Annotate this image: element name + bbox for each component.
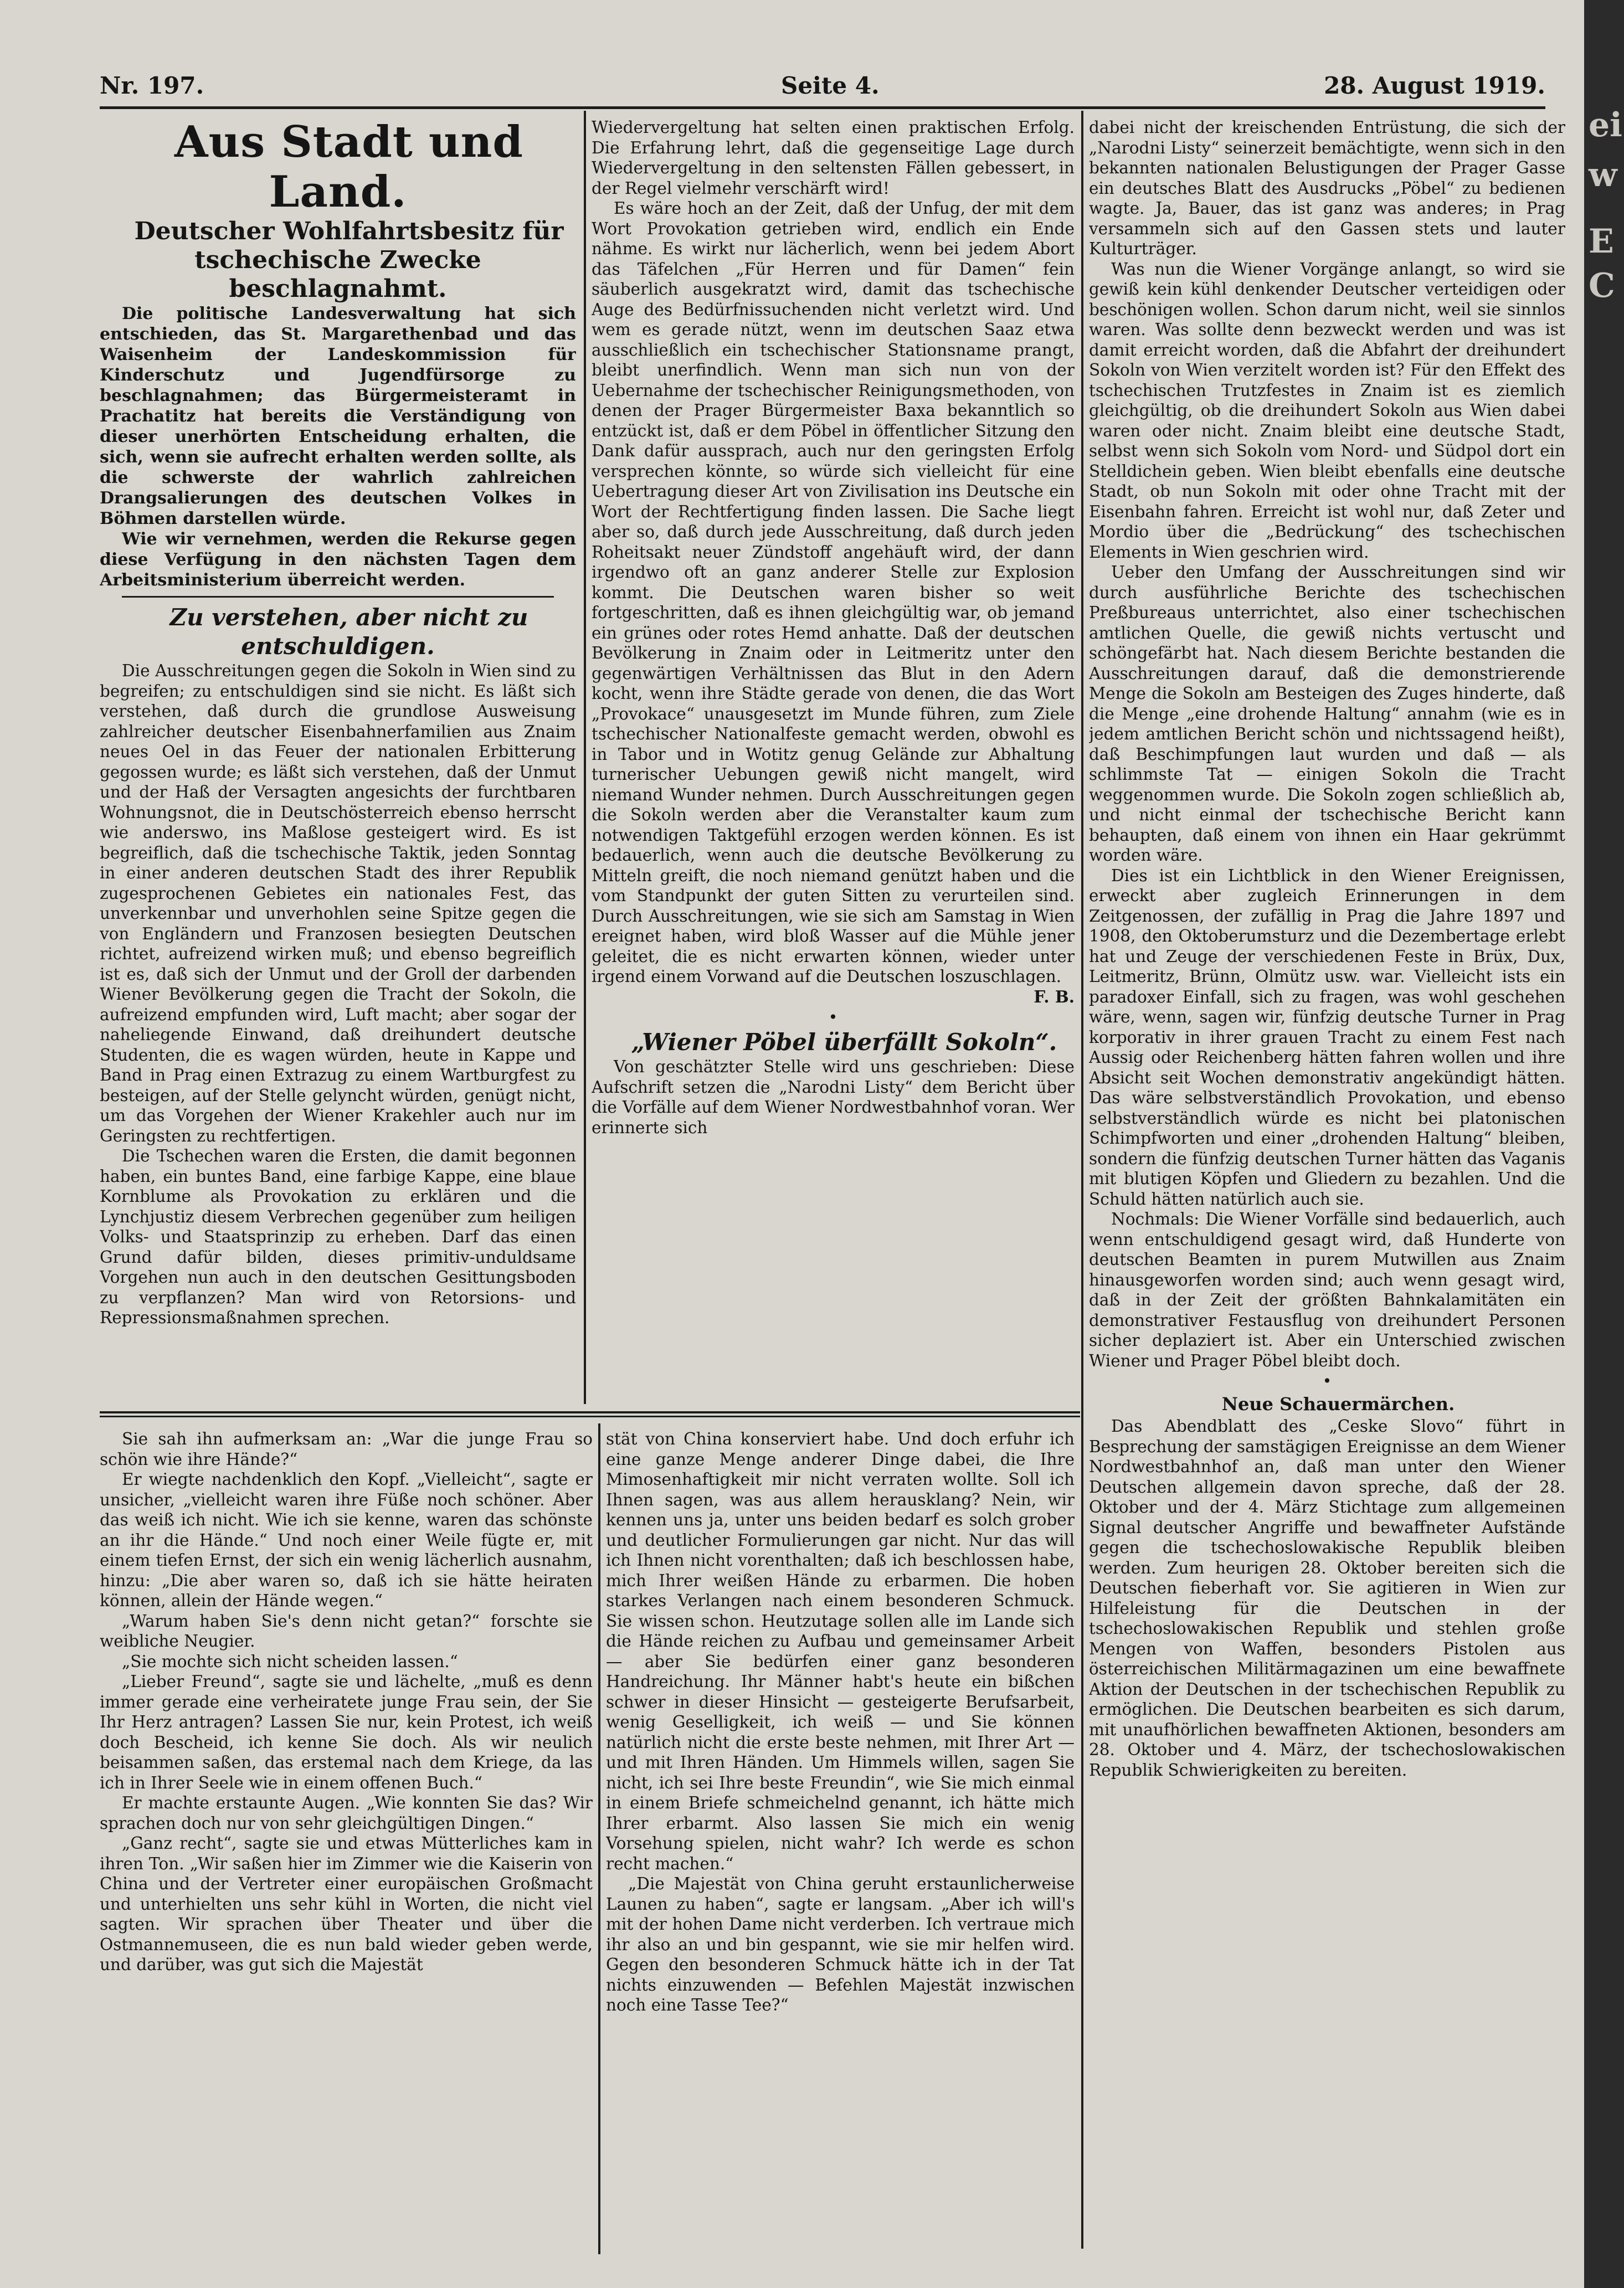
feuilleton-paragraph: „Warum haben Sie's denn nicht getan?“ forschte sie weibliche Neugier. xyxy=(100,1611,593,1651)
article-paragraph: Dies ist ein Lichtblick in den Wiener Ereignissen, erweckt aber zugleich Erinnerungen in dem Zeitgenossen, der zufällig in Prag die Jahre 1897 und 1908, den Oktoberumsturz und die Dezembertage erlebt hat und Zeuge der verschiedenen Feste in Brüx, Dux, Leitmeritz, Brünn, Olmütz usw. war. Vielleicht ists ein paradoxer Einfall, sich zu fragen, was wohl geschehen wäre, wenn, sagen wir, fünfzig deutsche Turner in Prag korporativ in ihrer grauen Tracht zu einem Fest nach Aussig oder Reichenberg hätten fahren wollen und ihre Absicht seit Wochen demonstrativ angekündigt hätten. Das wäre selbstverständlich Provokation, und ebenso selbstverständlich würde es nicht bei platonischen Schimpfworten und einer „drohenden Haltung“ bleiben, sondern die fünfzig deutschen Turner hätten das Vaganis mit blutigen Köpfen und Gliedern zu bezahlen. Und die Schuld hätten natürlich auch sie. xyxy=(1089,866,1565,1209)
article-paragraph: Die Ausschreitungen gegen die Sokoln in Wien sind zu begreifen; zu entschuldigen sind sie nicht. Es läßt sich verstehen, daß durch die grundlose Ausweisung zahlreicher deutscher Eisenbahnerfamilien aus Znaim neues Oel in das Feuer der nationalen Erbitterung gegossen wurde; es läßt sich verstehen, daß der Unmut und der Haß der Versagten angesichts der furchtbaren Wohnungsnot, die in Deutschösterreich ebenso herrscht wie anderswo, ins Maßlose gesteigert wird. Es ist begreiflich, daß die tschechische Taktik, jeden Sonntag in einer anderen deutschen Stadt des ihrer Republik zugesprochenen Gebietes ein nationales Fest, das unverkennbar und unverhohlen seine Spitze gegen die von Engländern und Franzosen besiegten Deutschen richtet, aufreizend wirken muß; und ebenso begreiflich ist es, daß sich der Unmut und der Groll der darbenden Wiener Bevölkerung gegen die Tracht der Sokoln, die aufreizend empfunden wird, Luft macht; aber sogar der naheliegende Einwand, daß dreihundert deutsche Studenten, die es wagen würden, heute in Kappe und Band in Prag einen Extrazug zu einem Wartburgfest zu besteigen, auf der Stelle gelyncht würden, genügt nicht, um das Vorgehen der Wiener Krakehler auch nur im Geringsten zu rechtfertigen. xyxy=(100,661,576,1145)
issue-number: Nr. 197. xyxy=(100,72,204,99)
feuilleton-column-right xyxy=(606,1429,1075,2254)
article-lead-2: Wie wir vernehmen, werden die Rekurse gegen diese Verfügung in den nächsten Tagen dem Arbeitsministerium überreicht werden. xyxy=(100,529,576,590)
adjacent-page-edge xyxy=(1584,0,1624,2288)
article-paragraph: Das Abendblatt des „Ceske Slovo“ führt in Besprechung der samstägigen Ereignisse an dem Wiener Nordwestbahnhof an, daß man unter den Wiener Deutschen allgemein davon spreche, daß der 28. Oktober und der 4. März Stichtage zum allgemeinen Signal deutscher Angriffe und bewaffneter Aufstände gegen die tschechoslowakische Republik bleiben werden. Zum heurigen 28. Oktober bereiten sich die Deutschen fieberhaft vor. Sie agitieren in Wien zur Hilfeleistung für die Deutschen in der tschechoslowakischen Republik und stehlen große Mengen von Waffen, besonders Pistolen aus österreichischen Militärmagazinen um eine bewaffnete Aktion der Deutschen in der tschechischen Republik zu ermöglichen. Die Deutschen bearbeiten es sich darum, mit unaufhörlichen bewaffneten Aktionen, besonders am 28. Oktober und 4. März, der tschechoslowakischen Republik Schwierigkeiten zu bereiten. xyxy=(1089,1417,1565,1780)
column-2 xyxy=(592,117,1075,1408)
feuilleton-column-left xyxy=(100,1429,593,2254)
feuilleton-paragraph: „Ganz recht“, sagte sie und etwas Mütterliches kam in ihren Ton. „Wir saßen hier im Zimmer wie die Kaiserin von China und der Vertreter einer europäischen Großmacht und unterhielten uns sehr kühl in Worten, die nicht viel sagten. Wir sprachen über Theater und über die Ostmannemuseen, die es nun bald wieder geben werde, und darüber, was gut sich die Majestät xyxy=(100,1834,593,1974)
feuilleton-rule-b xyxy=(100,1416,1080,1417)
column-1 xyxy=(100,117,576,1408)
feuilleton-paragraph: „Lieber Freund“, sagte sie und lächelte, „muß es denn immer gerade eine verheiratete junge Frau sein, der Sie Ihr Herz antragen? Lassen Sie nur, kein Protest, ich weiß doch Bescheid, ich kenne Sie doch. Als wir neulich beisammen saßen, das erstemal nach dem Kriege, da las ich in Ihrer Seele wie in einem offenen Buch.“ xyxy=(100,1672,593,1792)
article-headline: Deutscher Wohlfahrtsbesitz für tschechische Zwecke beschlagnahmt. xyxy=(134,217,564,303)
article-paragraph: Was nun die Wiener Vorgänge anlangt, so wird sie gewiß kein kühl denkender Deutscher verteidigen oder beschönigen wollen. Schon darum nicht, weil sie sinnlos waren. Was sollte denn bezweckt werden und was ist damit erreicht worden, daß die Abfahrt der dreihundert Sokoln von Wien verzitelt worden ist? Für den Effekt des tschechischen Trutzfestes in Znaim ist es ziemlich gleichgültig, ob die dreihundert Sokoln aus Wien dabei waren oder nicht. Znaim bleibt eine deutsche Stadt, selbst wenn sich Sokoln vom Nord- und Südpol dort ein Stelldichein geben. Wien bleibt ebenfalls eine deutsche Stadt, ob nun Sokoln mit oder ohne Tracht mit der Eisenbahn fahren. Erreicht ist wohl nur, daß Zeter und Mordio über die „Bedrückung“ des tschechischen Elements in Wien geschrien wird. xyxy=(1089,259,1565,562)
feuilleton-paragraph: Er wiegte nachdenklich den Kopf. „Vielleicht“, sagte er unsicher, „vielleicht waren ihre Füße noch schöner. Aber das weiß ich nicht. Wie ich sie kenne, waren das schönste an ihr die Hände.“ Und noch einer Weile fügte er, mit einem tiefen Ernst, der sich ein wenig lächerlich ausnahm, hinzu: „Die aber waren so, daß ich sie hätte heiraten können, allein der Hände wegen.“ xyxy=(100,1470,593,1610)
column-3 xyxy=(1089,117,1565,2255)
separator-dot: • xyxy=(1322,1372,1332,1390)
article-paragraph: Die Tschechen waren die Ersten, die damit begonnen haben, ein buntes Band, eine farbige Kappe, eine blaue Kornblume als Provokation zu erklären und die Lynchjustiz diesem Verbrechen gegenüber zum heiligen Volks- und Staatsprinzip zu erheben. Darf das einen Grund dafür bilden, dieses primitiv-unduldsame Vorgehen nun auch in den deutschen Gesittungsboden zu verpflanzen? Man wird von Retorsions- und Repressionsmaßnahmen sprechen. xyxy=(100,1146,576,1327)
section-title: Aus Stadt und Land. xyxy=(174,117,523,217)
header-rule xyxy=(100,106,1545,109)
issue-date: 28. August 1919. xyxy=(1324,72,1545,99)
article-paragraph: Wiedervergeltung hat selten einen praktischen Erfolg. Die Erfahrung lehrt, daß die gegenseitige Lage durch Wiedervergeltung in den seltensten Fällen gebessert, in der Regel vielmehr verschärft wird! xyxy=(592,118,1075,198)
feuilleton-rule-a xyxy=(100,1411,1080,1413)
edge-fragment: w xyxy=(1589,156,1617,194)
article-paragraph: Nochmals: Die Wiener Vorfälle sind bedauerlich, auch wenn entschuldigend gesagt wird, daß Hunderte von deutschen Beamten in purem Mutwillen aus Znaim hinausgeworfen worden sind; auch wenn gesagt wird, daß in der Zeit der größten Bahnkalamitäten ein demonstrativer Festausflug von dreihundert Personen sicher deplaziert ist. Aber ein Unterschied zwischen Wiener und Prager Pöbel bleibt doch. xyxy=(1089,1210,1565,1370)
feuilleton-paragraph: „Sie mochte sich nicht scheiden lassen.“ xyxy=(122,1652,458,1671)
article-headline-4: Neue Schauermärchen. xyxy=(1221,1394,1455,1415)
article-divider xyxy=(122,596,554,598)
separator-dot: • xyxy=(828,1008,838,1026)
feuilleton-paragraph: „Die Majestät von China geruht erstaunlicherweise Launen zu haben“, sagte er langsam. „Aber ich will's mit der hohen Dame nicht verderben. Ich vertraue mich ihr also an und bin gespannt, wie sie mir helfen wird. Gegen den besonderen Schmuck hätte ich in der Tat nichts einzuwenden — Befehlen Majestät inzwischen noch eine Tasse Tee?“ xyxy=(606,1874,1075,2014)
article-lead: Die politische Landesverwaltung hat sich entschieden, das St. Margarethenbad und das Waisenheim der Landeskommission für Kinderschutz und Jugendfürsorge zu beschlagnahmen; das Bürgermeisteramt in Prachatitz hat bereits die Verständigung von dieser unerhörten Entscheidung erhalten, die sich, wenn sie aufrecht erhalten werden sollte, als die schwerste der wahrlich zahlreichen Drangsalierungen des deutschen Volkes in Böhmen darstellen würde. xyxy=(100,304,576,528)
column-rule-feuilleton xyxy=(598,1423,600,2254)
edge-fragment: E xyxy=(1589,222,1614,261)
article-headline-3: „Wiener Pöbel überfällt Sokoln“. xyxy=(631,1029,1057,1056)
column-rule-2 xyxy=(1081,111,1083,2249)
article-paragraph: dabei nicht der kreischenden Entrüstung, die sich der „Narodni Listy“ seinerzeit bemächtigte, wenn sich in den bekannten nationalen Belustigungen der Prager Gasse ein deutsches Blatt des Ausdrucks „Pöbel“ zu bedienen wagte. Ja, Bauer, das ist ganz was anderes; in Prag versammeln sich auf den Gassen stets und lauter Kulturträger. xyxy=(1089,118,1565,258)
feuilleton-paragraph: stät von China konserviert habe. Und doch erfuhr ich eine ganze Menge anderer Dinge dabei, die Ihre Mimosenhaftigkeit mir nicht verraten wollte. Soll ich Ihnen sagen, was aus allem herausklang? Nein, wir kennen uns ja, unter uns beiden bedarf es solch grober und deutlicher Formulierungen gar nicht. Nur das will ich Ihnen nicht vorenthalten; daß ich beschlossen habe, mich Ihrer weißen Hände zu erbarmen. Die hoben starkes Verlangen nach einem besonderen Schmuck. Sie wissen schon. Heutzutage sollen alle im Lande sich die Hände reichen zu Aufbau und gemeinsamer Arbeit — aber Sie bedürfen einer ganz besonderen Handreichung. Ihr Männer habt's heute ein bißchen schwer in dieser Hinsicht — gesteigerte Berufsarbeit, wenig Geselligkeit, ich weiß — und Sie können natürlich nicht die erste beste nehmen, mit Ihrer Art — und mit Ihren Händen. Um Himmels willen, sagen Sie nicht, ich sei Ihre beste Freundin“, wie Sie mich einmal in einem Briefe schmeichelnd genannt, ich hätte mich Ihrer erbarmt. Also lassen Sie mich ein wenig Vorsehung spielen, nicht wahr? Ich werde es schon recht machen.“ xyxy=(606,1430,1075,1873)
edge-fragment: C xyxy=(1589,266,1615,305)
feuilleton-paragraph: Sie sah ihn aufmerksam an: „War die junge Frau so schön wie ihre Hände?“ xyxy=(100,1430,593,1469)
author-signature: F. B. xyxy=(1034,986,1075,1006)
page-number: Seite 4. xyxy=(781,72,880,99)
column-rule-1 xyxy=(584,111,586,1404)
page-header xyxy=(100,72,1545,105)
article-paragraph: Ueber den Umfang der Ausschreitungen sind wir durch ausführliche Berichte des tschechischen Preßbureaus unterrichtet, also einer tschechischen amtlichen Quelle, die gewiß nichts vertuscht und schöngefärbt hat. Nach diesem Berichte bestanden die Ausschreitungen darauf, daß die demonstrierende Menge die Sokoln am Besteigen des Zuges hinderte, daß die Menge „eine drohende Haltung“ annahm (wie es in jedem amtlichen Bericht schön und nichtssagend heißt), daß Beschimpfungen laut wurden und daß — als schlimmste Tat — einigen Sokoln die Tracht weggenommen wurde. Die Sokoln zogen schließlich ab, und nicht einmal der tschechische Bericht kann behaupten, daß einem von ihnen ein Haar gekrümmt worden wäre. xyxy=(1089,563,1565,865)
article-paragraph: Von geschätzter Stelle wird uns geschrieben: Diese Aufschrift setzen die „Narodni Listy“ dem Bericht über die Vorfälle auf dem Wiener Nordwestbahnhof voran. Wer erinnerte sich xyxy=(592,1057,1075,1137)
feuilleton-paragraph: Er machte erstaunte Augen. „Wie konnten Sie das? Wir sprachen doch nur von sehr gleichgültigen Dingen.“ xyxy=(100,1793,593,1833)
article-headline-2: Zu verstehen, aber nicht zu entschuldigen. xyxy=(169,604,528,660)
edge-fragment: ei xyxy=(1589,106,1622,145)
article-paragraph: Es wäre hoch an der Zeit, daß der Unfug, der mit dem Wort Provokation getrieben wird, endlich ein Ende nähme. Es wirkt nur lächerlich, wenn bei jedem Abort das Täfelchen „Für Herren und für Damen“ fein säuberlich ausgekratzt wird, damit das tschechische Auge des Bedürfnissuchenden nicht verletzt wird. Und wem es gerade nützt, wenn im deutschen Saaz etwa ausschließlich ein tschechischer Stationsname prangt, bleibt unerfindlich. Wenn man sich nun von der Uebernahme der tschechischer Reinigungsmethoden, von denen der Prager Bürgermeister Baxa bekanntlich so entzückt ist, daß er dem Pöbel in öffentlicher Sitzung den Dank dafür aussprach, auch nur den geringsten Erfolg versprechen könnte, so würde sich vielleicht für eine Uebertragung dieser Art von Zivilisation ins Deutsche ein Wort der Rechtfertigung finden lassen. Die Sache liegt aber so, daß durch jede Ausschreitung, daß durch jeden Roheitsakt neuer Zündstoff angehäuft wird, der dann irgendwo oft an ganz anderer Stelle zur Explosion kommt. Die Deutschen waren bisher so weit fortgeschritten, daß es ihnen gleichgültig war, ob jemand ein grünes oder rotes Hemd anhatte. Daß der deutschen Bevölkerung in Znaim oder in Leitmeritz unter den gegenwärtigen Verhältnissen das Blut in den Adern kocht, wenn ihre Städte gerade von denen, die das Wort „Provokace“ unausgesetzt im Munde führen, zum Ziele tschechischer Nationalfeste gemacht werden, obwohl es in Tabor und in Wotitz genug Gelände zur Abhaltung turnerischer Uebungen gewiß nicht mangelt, wird niemand Wunder nehmen. Durch Ausschreitungen gegen die Sokoln werden aber die Veranstalter kaum zum notwendigen Taktgefühl erzogen werden können. Es ist bedauerlich, wenn auch die deutsche Bevölkerung zu Mitteln greift, die noch niemand genützt haben und die vom Standpunkt der guten Sitten zu verurteilen sind. Durch Ausschreitungen, wie sie sich am Samstag in Wien ereignet haben, wird bloß Wasser auf die Mühle jener geleitet, die es nicht erwarten können, wieder unter irgend einem Vorwand auf die Deutschen loszuschlagen. xyxy=(592,199,1075,986)
